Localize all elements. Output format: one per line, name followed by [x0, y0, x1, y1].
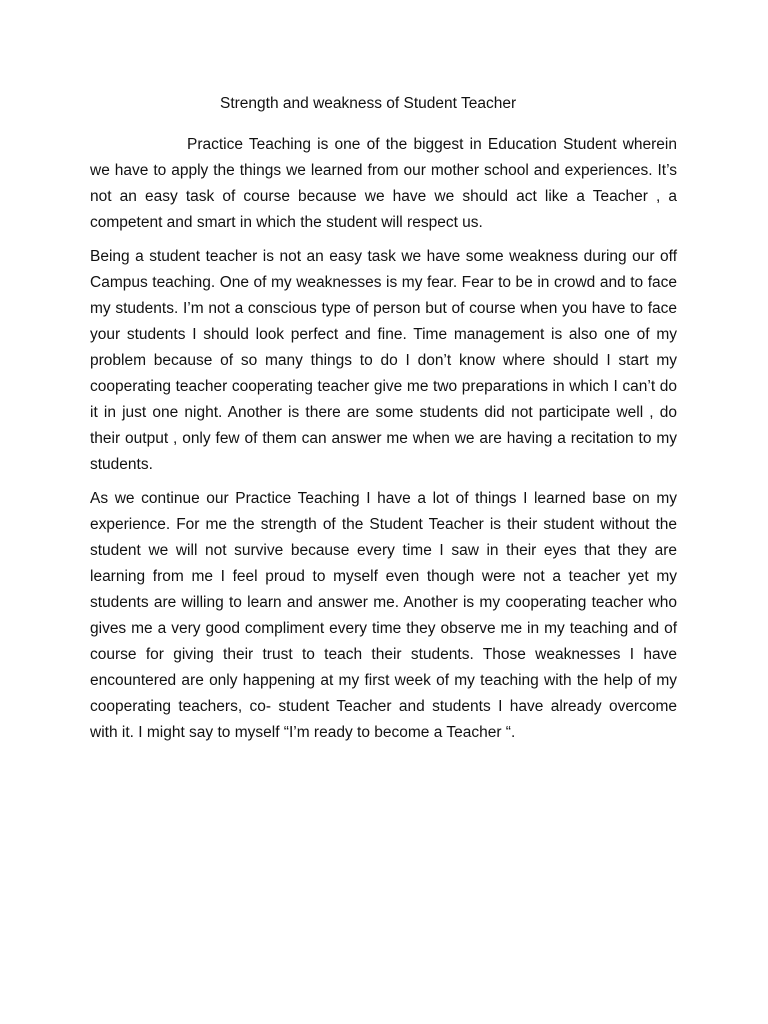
paragraph-strengths: As we continue our Practice Teaching I have a lot of things I learned base on my experience. For me the strength of the Student Teacher is their student without the student we will not survive because every time I saw in their eyes that they are learning from me I feel proud to myself even though were not a teacher yet my students are willing to learn and answer me. Another is my cooperating teacher who gives me a very good compliment every time they observe me in my teaching and of course for giving their trust to teach their students. Those weaknesses I have encountered are only happening at my first week of my teaching with the help of my cooperating teachers, co- student Teacher and students I have already overcome with it. I might say to myself “I’m ready to become a Teacher “.: [90, 490, 677, 741]
paragraph-intro: Practice Teaching is one of the biggest in Education Student wherein we have to apply the things we learned from our mother school and experiences. It’s not an easy task of course because we have we should act like a Teacher , a competent and smart in which the student will respect us.: [90, 136, 677, 231]
document-title: Strength and weakness of Student Teacher: [220, 95, 517, 112]
paragraph-weaknesses: Being a student teacher is not an easy task we have some weakness during our off Campus teaching. One of my weaknesses is my fear. Fear to be in crowd and to face my students. I’m not a conscious type of person but of course when you have to face your students I should look perfect and fine. Time management is also one of my problem because of so many things to do I don’t know where should I start my cooperating teacher cooperating teacher give me two preparations in which I can’t do it in just one night. Another is there are some students did not participate well , do their output , only few of them can answer me when we are having a recitation to my students.: [90, 248, 677, 473]
